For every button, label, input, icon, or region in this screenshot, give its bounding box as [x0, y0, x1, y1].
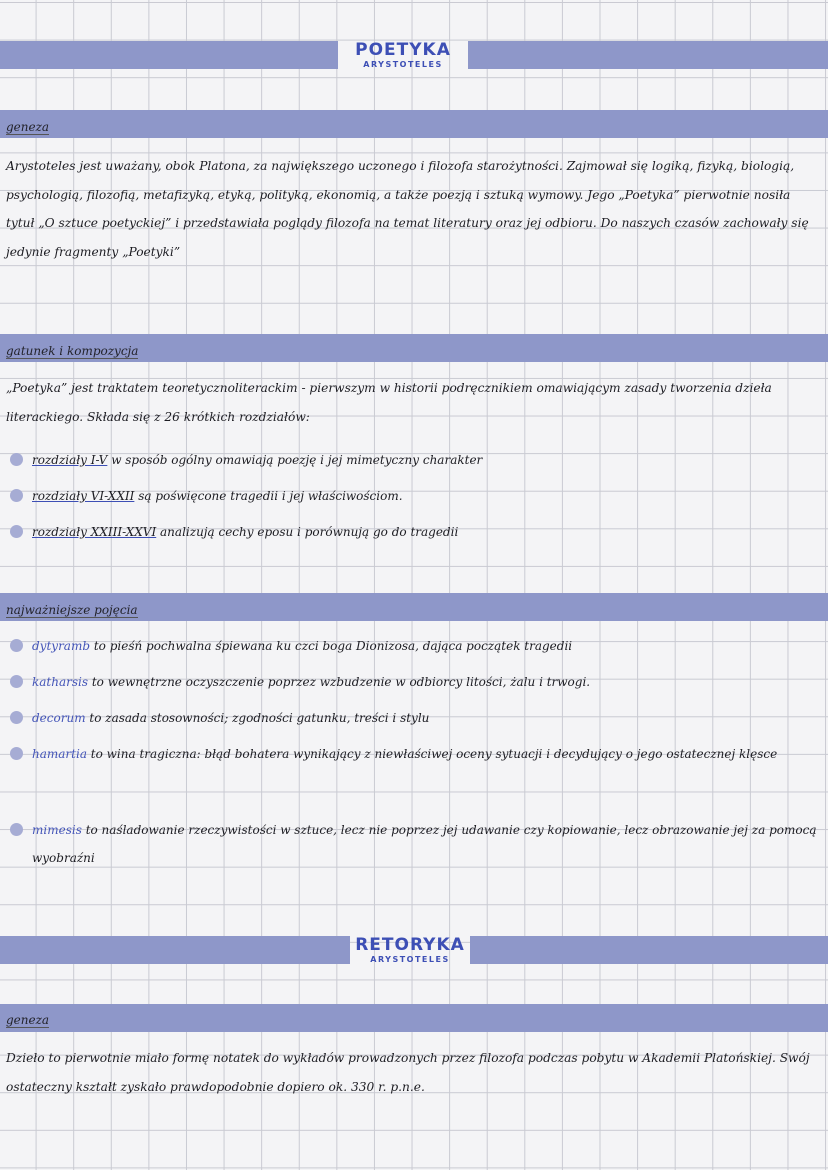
list-item — [10, 668, 822, 696]
bullet-icon — [10, 453, 23, 466]
bullet-icon — [10, 711, 23, 724]
term: hamartia — [32, 747, 87, 761]
section-band-geneza-2 — [0, 1004, 828, 1032]
header-band-left-2 — [0, 936, 350, 964]
section-label-geneza: geneza — [6, 120, 50, 134]
bullet-icon — [10, 639, 23, 652]
section-subtitle: ARYSTOTELES — [370, 955, 450, 964]
geneza-paragraph: Arystoteles jest uważany, obok Platona, za największego uczonego i filozofa starożytności. Zajmował się logiką, fizyką, biologią, psychologią, filozofią, metafizyką, etyką, polityką, ekonomią, a także poezją i sztuką wymowy. Jego „Poetyka” pierwotnie nosiła tytuł „O sztuce poetyckiej” i przedstawiała poglądy filozofa na temat literatury oraz jej odbioru. Do naszych czasów zachowały się jedynie fragmenty „Poetyki” — [6, 159, 809, 259]
section-label-geneza-2: geneza — [6, 1013, 50, 1027]
header-band-left — [0, 41, 338, 69]
section-title: RETORYKA — [355, 935, 465, 955]
gatunek-paragraph: „Poetyka” jest traktatem teoretycznoliterackim - pierwszym w historii podręcznikiem omawiającym zasady tworzenia dzieła literackiego. Składa się z 26 krótkich rozdziałów: — [6, 381, 772, 424]
list-item — [10, 816, 822, 872]
poetyka-title — [340, 40, 466, 70]
term: decorum — [32, 711, 86, 725]
list-item — [10, 518, 822, 546]
term: mimesis — [32, 823, 82, 837]
bullet-icon — [10, 525, 23, 538]
definition: to zasada stosowności; zgodności gatunku, treści i stylu — [89, 711, 430, 725]
list-item — [10, 740, 822, 768]
section-label-pojecia: najważniejsze pojęcia — [6, 603, 138, 617]
bullet-icon — [10, 489, 23, 502]
list-item — [10, 446, 822, 474]
chapter-desc: w sposób ogólny omawiają poezję i jej mimetyczny charakter — [111, 453, 483, 467]
bullet-icon — [10, 823, 23, 836]
retoryka-title — [352, 935, 468, 965]
retoryka-geneza-paragraph: Dzieło to pierwotnie miało formę notatek do wykładów prowadzonych przez filozofa podczas pobytu w Akademii Platońskiej. Swój ostateczny kształt zyskało prawdopodobnie dopiero ok. 330 r. p.n.e. — [6, 1051, 810, 1094]
chapter-range: rozdziały XXIII-XXVI — [32, 525, 157, 539]
definition: to pieśń pochwalna śpiewana ku czci boga Dionizosa, dająca początek tragedii — [93, 639, 573, 653]
chapter-range: rozdziały VI-XXII — [32, 489, 135, 503]
chapter-desc: są poświęcone tragedii i jej właściwościom. — [138, 489, 403, 503]
page-subtitle: ARYSTOTELES — [363, 60, 443, 69]
definition: to naśladowanie rzeczywistości w sztuce, lecz nie poprzez jej udawanie czy kopiowanie, lecz obrazowanie jej za pomocą wyobraźni — [32, 823, 817, 865]
definition: to wina tragiczna: błąd bohatera wynikający z niewłaściwej oceny sytuacji i decydujący o jego ostatecznej klęsce — [90, 747, 778, 761]
list-item — [10, 632, 822, 660]
term: dytyramb — [32, 639, 91, 653]
chapter-desc: analizują cechy eposu i porównują go do tragedii — [160, 525, 459, 539]
definition: to wewnętrzne oczyszczenie poprzez wzbudzenie w odbiorcy litości, żalu i trwogi. — [91, 675, 591, 689]
header-band-right-2 — [470, 936, 828, 964]
list-item — [10, 482, 822, 510]
bullet-icon — [10, 747, 23, 760]
header-band-right — [468, 41, 828, 69]
page-title: POETYKA — [355, 40, 451, 60]
term: katharsis — [32, 675, 89, 689]
bullet-icon — [10, 675, 23, 688]
list-item — [10, 704, 822, 732]
section-band-geneza — [0, 110, 828, 138]
chapter-range: rozdziały I-V — [32, 453, 108, 467]
section-label-gatunek: gatunek i kompozycja — [6, 344, 139, 358]
